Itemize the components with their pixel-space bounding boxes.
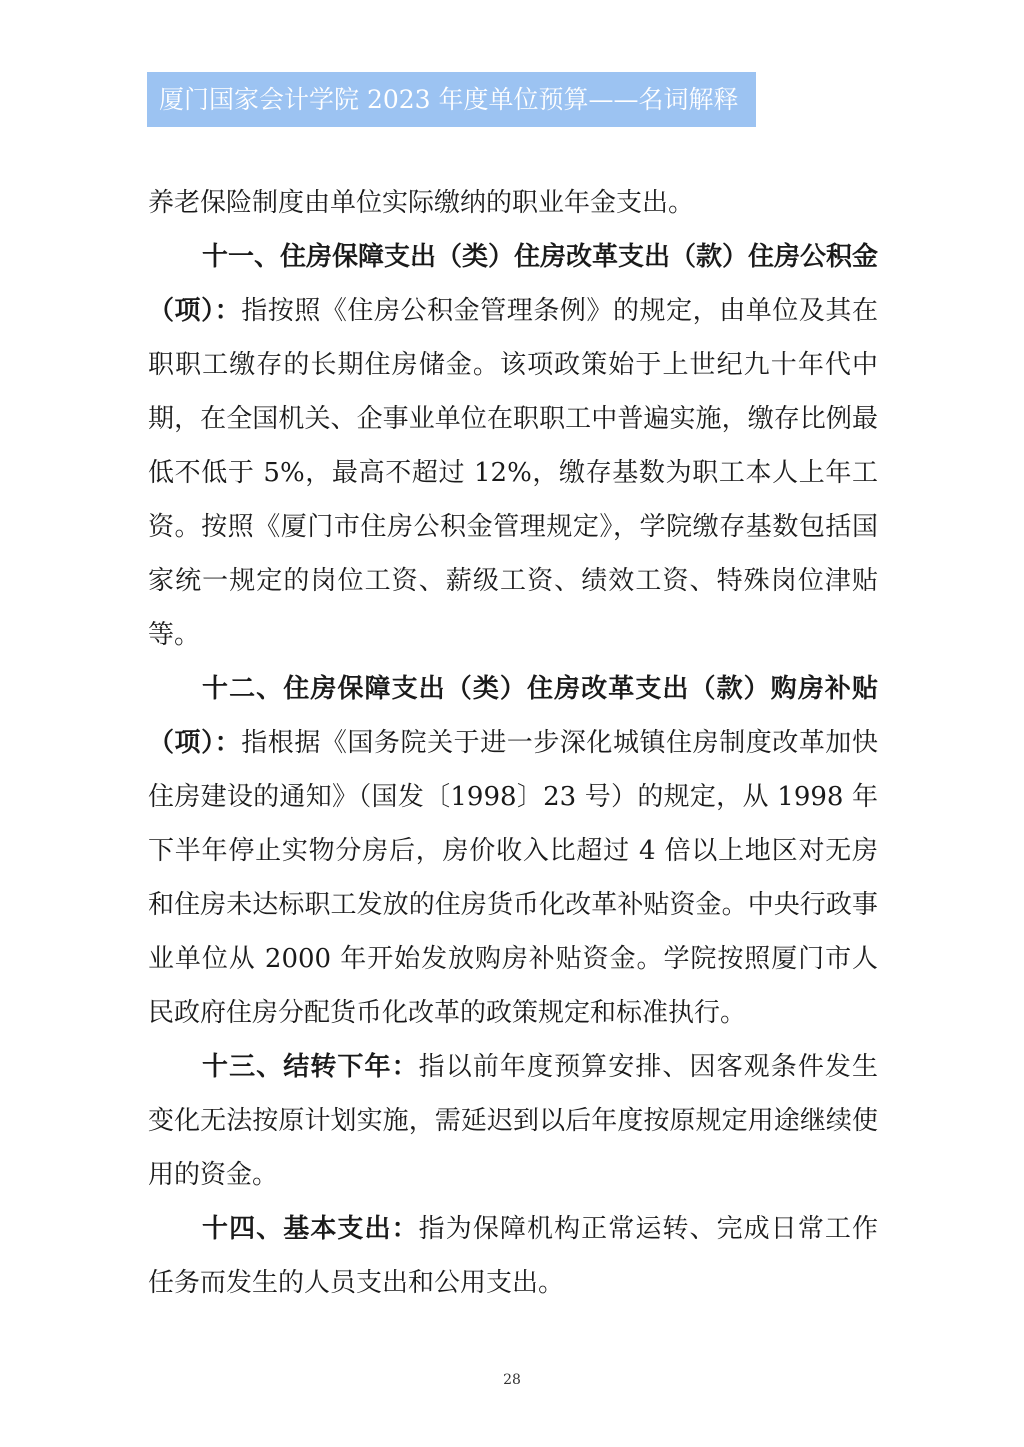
paragraph-carryover-next-year: [148, 1040, 878, 1202]
document-header-banner: [147, 72, 756, 127]
paragraph-text: 养老保险制度由单位实际缴纳的职业年金支出。: [148, 188, 695, 218]
paragraph-basic-expenditure: [148, 1202, 878, 1310]
paragraph-text: 指为保障机构正常运转、完成日常工作任务而发生的人员支出和公用支出。: [148, 1214, 878, 1298]
paragraph-continuation: [148, 176, 878, 230]
paragraph-housing-purchase-subsidy: [148, 662, 878, 1040]
paragraph-term: 十四、基本支出：: [202, 1214, 419, 1244]
paragraph-term: 十二、住房保障支出（类）住房改革支出（款）购房补贴（项）：: [148, 674, 878, 758]
document-body: [148, 176, 878, 1310]
paragraph-text: 指根据《国务院关于进一步深化城镇住房制度改革加快住房建设的通知》（国发〔1998〕23 号）的规定，从 1998 年下半年停止实物分房后，房价收入比超过 4 倍以上地区对无房和住房未达标职工发放的住房货币化改革补贴资金。中央行政事业单位从 2000 年开始发放购房补贴资金。学院按照厦门市人民政府住房分配货币化改革的政策规定和标准执行。: [148, 728, 878, 1028]
paragraph-housing-provident-fund: [148, 230, 878, 662]
paragraph-term: 十一、住房保障支出（类）住房改革支出（款）住房公积金（项）：: [148, 242, 879, 326]
paragraph-term: 十三、结转下年：: [202, 1052, 419, 1082]
paragraph-text: 指按照《住房公积金管理条例》的规定，由单位及其在职职工缴存的长期住房储金。该项政策始于上世纪九十年代中期，在全国机关、企事业单位在职职工中普遍实施，缴存比例最低不低于 5%，最高不超过 12%，缴存基数为职工本人上年工资。按照《厦门市住房公积金管理规定》，学院缴存基数包括国家统一规定的岗位工资、薪级工资、绩效工资、特殊岗位津贴等。: [148, 296, 878, 650]
paragraph-text: 指以前年度预算安排、因客观条件发生变化无法按原计划实施，需延迟到以后年度按原规定用途继续使用的资金。: [148, 1052, 878, 1190]
document-header-title: 厦门国家会计学院 2023 年度单位预算——名词解释: [159, 85, 739, 114]
page-number: 28: [503, 1372, 521, 1388]
